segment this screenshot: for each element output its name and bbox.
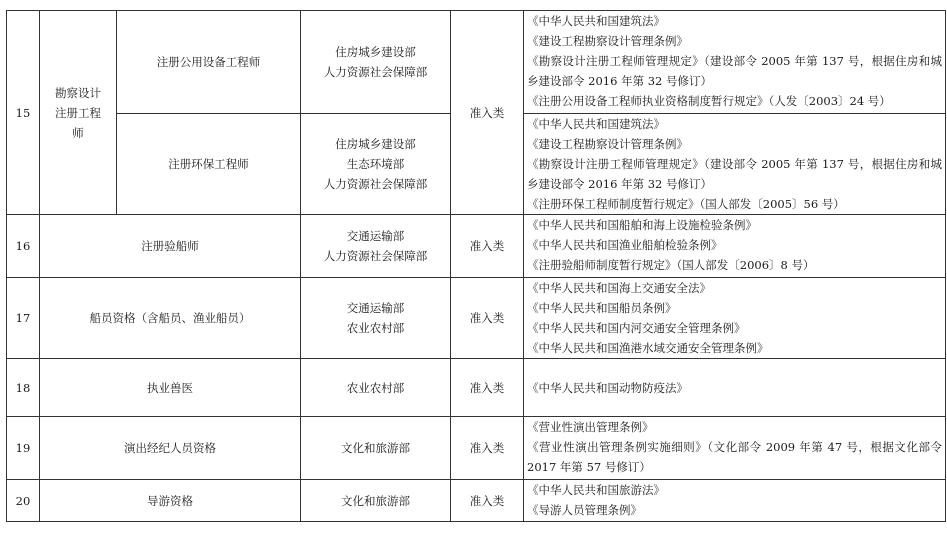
legal-basis-cell bbox=[524, 11, 946, 114]
legal-basis-cell bbox=[524, 359, 946, 417]
qualification-table bbox=[6, 10, 946, 522]
legal-basis-item: 《中华人民共和国内河交通安全管理条例》 bbox=[527, 321, 746, 335]
legal-basis-item: 《营业性演出管理条例》 bbox=[527, 420, 654, 434]
legal-basis-item: 《注册公用设备工程师执业资格制度暂行规定》（人发〔2003〕24 号） bbox=[527, 94, 891, 108]
qualification-name: 注册公用设备工程师 bbox=[117, 11, 301, 114]
department-cell bbox=[301, 114, 451, 215]
department-line: 交通运输部 bbox=[346, 301, 405, 315]
department-line: 农业农村部 bbox=[346, 321, 405, 335]
department-line: 人力资源社会保障部 bbox=[323, 249, 428, 263]
table-row bbox=[7, 215, 946, 278]
legal-basis-item: 《注册环保工程师制度暂行规定》（国人部发〔2005〕56 号） bbox=[527, 197, 845, 211]
legal-basis-cell bbox=[524, 480, 946, 522]
row-number: 18 bbox=[7, 359, 40, 417]
qualification-type: 准入类 bbox=[451, 278, 524, 359]
legal-basis-item: 《中华人民共和国渔业船舶检验条例》 bbox=[527, 238, 723, 252]
legal-basis-cell bbox=[524, 114, 946, 215]
category-group bbox=[40, 11, 117, 215]
legal-basis-item: 《勘察设计注册工程师管理规定》（建设部令 2005 年第 137 号，根据住房和城乡建设部令 2016 年第 32 号修订） bbox=[527, 54, 942, 88]
department-cell bbox=[301, 480, 451, 522]
department-line: 文化和旅游部 bbox=[341, 441, 410, 455]
qualification-type: 准入类 bbox=[451, 11, 524, 215]
legal-basis-cell bbox=[524, 215, 946, 278]
legal-basis-item: 《营业性演出管理条例实施细则》（文化部令 2009 年第 47 号，根据文化部令 2017 年第 57 号修订） bbox=[527, 440, 942, 474]
qualification-type: 准入类 bbox=[451, 417, 524, 480]
legal-basis-item: 《勘察设计注册工程师管理规定》（建设部令 2005 年第 137 号，根据住房和城乡建设部令 2016 年第 32 号修订） bbox=[527, 157, 942, 191]
qualification-type: 准入类 bbox=[451, 480, 524, 522]
department-line: 人力资源社会保障部 bbox=[323, 65, 428, 79]
legal-basis-item: 《中华人民共和国动物防疫法》 bbox=[527, 380, 688, 395]
qualification-name: 船员资格（含船员、渔业船员） bbox=[40, 278, 301, 359]
qualification-name: 执业兽医 bbox=[40, 359, 301, 417]
row-number: 17 bbox=[7, 278, 40, 359]
legal-basis-item: 《建设工程勘察设计管理条例》 bbox=[527, 137, 688, 151]
qualification-name: 演出经纪人员资格 bbox=[40, 417, 301, 480]
qualification-name: 注册环保工程师 bbox=[117, 114, 301, 215]
qualification-name: 导游资格 bbox=[40, 480, 301, 522]
department-line: 人力资源社会保障部 bbox=[323, 177, 428, 191]
legal-basis-cell bbox=[524, 417, 946, 480]
legal-basis-item: 《注册验船师制度暂行规定》（国人部发〔2006〕8 号） bbox=[527, 258, 815, 272]
legal-basis-item: 《中华人民共和国建筑法》 bbox=[527, 117, 665, 131]
department-cell bbox=[301, 417, 451, 480]
legal-basis-item: 《中华人民共和国船员条例》 bbox=[527, 301, 677, 315]
department-cell bbox=[301, 215, 451, 278]
department-line: 交通运输部 bbox=[346, 229, 405, 243]
department-line: 文化和旅游部 bbox=[341, 493, 410, 508]
department-cell bbox=[301, 11, 451, 114]
legal-basis-item: 《中华人民共和国船舶和海上设施检验条例》 bbox=[527, 218, 757, 232]
category-group-line: 勘察设计 bbox=[55, 85, 101, 100]
department-cell bbox=[301, 278, 451, 359]
table-row bbox=[7, 480, 946, 522]
department-line: 农业农村部 bbox=[346, 380, 405, 395]
legal-basis-item: 《中华人民共和国旅游法》 bbox=[527, 483, 665, 497]
legal-basis-item: 《中华人民共和国建筑法》 bbox=[527, 14, 665, 28]
department-line: 住房城乡建设部 bbox=[335, 137, 416, 151]
table-row bbox=[7, 359, 946, 417]
table-row bbox=[7, 278, 946, 359]
row-number: 19 bbox=[7, 417, 40, 480]
row-number: 16 bbox=[7, 215, 40, 278]
qualification-type: 准入类 bbox=[451, 215, 524, 278]
table-row bbox=[7, 417, 946, 480]
legal-basis-item: 《中华人民共和国海上交通安全法》 bbox=[527, 281, 711, 295]
table-row bbox=[7, 11, 946, 114]
qualification-type: 准入类 bbox=[451, 359, 524, 417]
legal-basis-cell bbox=[524, 278, 946, 359]
department-line: 住房城乡建设部 bbox=[335, 45, 416, 59]
category-group-line: 注册工程 bbox=[55, 105, 101, 120]
row-number: 15 bbox=[7, 11, 40, 215]
category-group-line: 师 bbox=[72, 125, 84, 140]
row-number: 20 bbox=[7, 480, 40, 522]
qualification-name: 注册验船师 bbox=[40, 215, 301, 278]
department-line: 生态环境部 bbox=[346, 157, 405, 171]
department-cell bbox=[301, 359, 451, 417]
legal-basis-item: 《导游人员管理条例》 bbox=[527, 503, 642, 517]
legal-basis-item: 《中华人民共和国渔港水域交通安全管理条例》 bbox=[527, 341, 769, 355]
legal-basis-item: 《建设工程勘察设计管理条例》 bbox=[527, 34, 688, 48]
